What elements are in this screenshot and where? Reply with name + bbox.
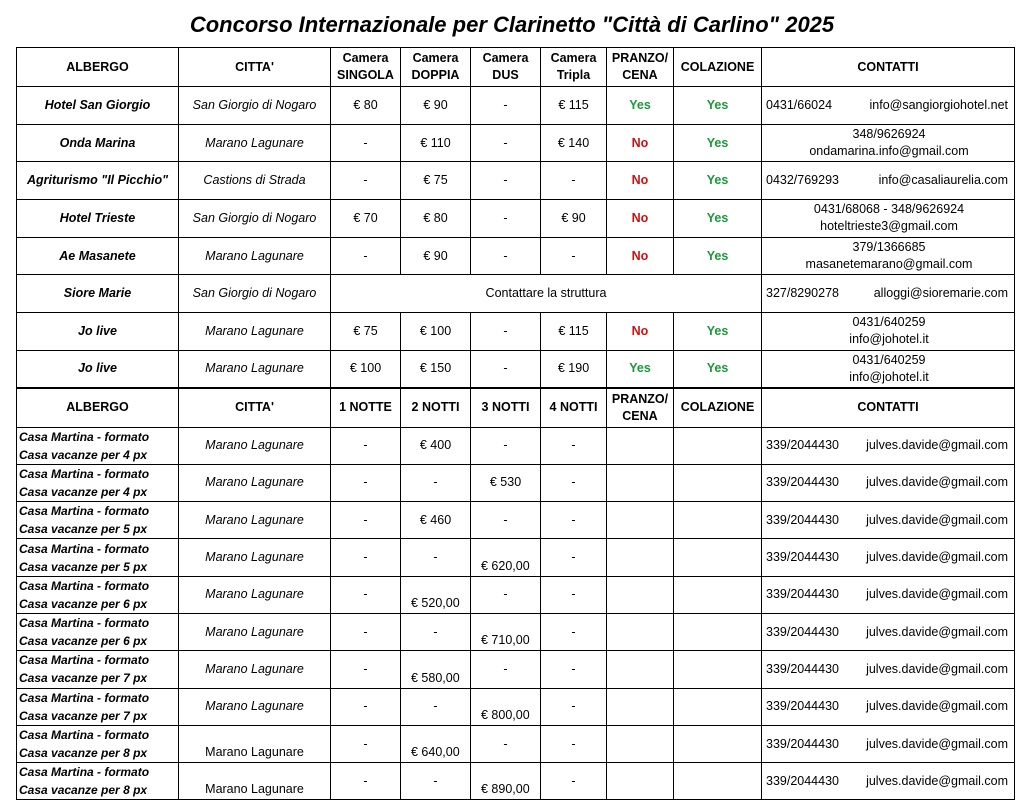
header-colazione: COLAZIONE bbox=[680, 400, 755, 415]
price-dus: - bbox=[503, 323, 508, 338]
contact-email: julves.davide@gmail.com bbox=[866, 587, 1008, 602]
contact-phone: 0431/66024 bbox=[766, 97, 833, 112]
price-n1: - bbox=[363, 699, 368, 714]
colazione-empty bbox=[674, 725, 762, 762]
price-doppia: € 75 bbox=[423, 173, 448, 188]
contact-cell bbox=[762, 162, 1015, 200]
price-singola: € 75 bbox=[353, 323, 378, 338]
price-tripla: - bbox=[571, 173, 576, 188]
contact-cell bbox=[762, 124, 1015, 162]
listing-city: Marano Lagunare bbox=[205, 624, 304, 639]
header-cell-pranzo bbox=[607, 388, 674, 427]
price-doppia: € 100 bbox=[419, 323, 452, 338]
header-cell-contatti bbox=[762, 48, 1015, 87]
note-cell bbox=[331, 275, 762, 313]
price-n2: - bbox=[433, 550, 438, 565]
listing-name-2: Casa vacanze per 8 px bbox=[19, 746, 148, 761]
contact-email: hoteltrieste3@gmail.com bbox=[820, 219, 958, 234]
price-n3: - bbox=[503, 587, 508, 602]
hotel-name: Jo live bbox=[78, 361, 117, 376]
hotel-name: Jo live bbox=[78, 323, 117, 338]
contact-cell bbox=[762, 275, 1015, 313]
price-n1: - bbox=[363, 736, 368, 751]
price-n2: - bbox=[433, 699, 438, 714]
price-n4: - bbox=[571, 773, 576, 788]
pranzo-empty bbox=[607, 427, 674, 464]
hotel-name: Siore Marie bbox=[63, 286, 132, 301]
contact-phone: 327/8290278 bbox=[766, 286, 839, 301]
header-albergo: ALBERGO bbox=[66, 59, 129, 74]
price-dus: - bbox=[503, 361, 508, 376]
colazione-empty bbox=[674, 464, 762, 501]
price-n3: € 530 bbox=[489, 475, 522, 490]
contact-phone: 0431/68068 - 348/9626924 bbox=[813, 202, 965, 217]
price-singola: € 80 bbox=[353, 97, 378, 112]
colazione-status: Yes bbox=[706, 323, 729, 338]
price-n1: - bbox=[363, 773, 368, 788]
price-n4: - bbox=[571, 699, 576, 714]
price-n3: - bbox=[503, 661, 508, 676]
header-3-notti: 3 NOTTI bbox=[481, 400, 530, 415]
price-singola: - bbox=[363, 248, 368, 263]
pranzo-empty bbox=[607, 576, 674, 613]
hotel-city: San Giorgio di Nogaro bbox=[192, 210, 317, 225]
pranzo-empty bbox=[607, 725, 674, 762]
hotel-row bbox=[17, 350, 1015, 388]
contact-cell bbox=[762, 87, 1015, 125]
listing-name-2: Casa vacanze per 7 px bbox=[19, 708, 148, 723]
price-n4: - bbox=[571, 550, 576, 565]
holiday-home-row bbox=[17, 651, 1015, 688]
colazione-empty bbox=[674, 539, 762, 576]
document-title: Concorso Internazionale per Clarinetto "Città di Carlino" 2025 bbox=[189, 12, 835, 37]
listing-city: Marano Lagunare bbox=[205, 550, 304, 565]
contact-line bbox=[766, 285, 1012, 302]
price-n4: - bbox=[571, 438, 576, 453]
price-n3: € 800,00 bbox=[481, 707, 530, 722]
contact-cell bbox=[762, 688, 1015, 725]
listing-name-1: Casa Martina - formato bbox=[19, 653, 150, 668]
colazione-status: Yes bbox=[706, 210, 729, 225]
price-doppia: € 110 bbox=[420, 135, 451, 150]
colazione-empty bbox=[674, 576, 762, 613]
price-tripla: - bbox=[571, 248, 576, 263]
header-cell-albergo bbox=[17, 48, 179, 87]
contact-cell bbox=[762, 725, 1015, 762]
header-cell-albergo bbox=[17, 388, 179, 427]
hotel-row bbox=[17, 275, 1015, 313]
listing-name-1: Casa Martina - formato bbox=[19, 616, 150, 631]
holiday-home-row bbox=[17, 763, 1015, 800]
colazione-empty bbox=[674, 651, 762, 688]
price-singola: € 100 bbox=[349, 361, 382, 376]
holiday-home-row bbox=[17, 427, 1015, 464]
header-cell-4-notti bbox=[541, 388, 607, 427]
hotel-name: Hotel San Giorgio bbox=[44, 97, 151, 112]
pranzo-empty bbox=[607, 651, 674, 688]
listing-name-1: Casa Martina - formato bbox=[19, 765, 150, 780]
pranzo-empty bbox=[607, 502, 674, 539]
header-doppia-1: Camera bbox=[412, 51, 459, 65]
pranzo-status: No bbox=[631, 210, 649, 225]
hotel-row bbox=[17, 87, 1015, 125]
price-n3: - bbox=[503, 736, 508, 751]
colazione-empty bbox=[674, 427, 762, 464]
header-pranzo-1: PRANZO/ bbox=[611, 51, 669, 65]
hotel-name: Hotel Trieste bbox=[59, 210, 136, 225]
price-n3: € 620,00 bbox=[481, 558, 530, 573]
colazione-empty bbox=[674, 613, 762, 650]
header-cell-tripla bbox=[541, 48, 607, 87]
contact-phone: 339/2044430 bbox=[766, 624, 839, 639]
contact-email: julves.davide@gmail.com bbox=[866, 438, 1008, 453]
price-singola: - bbox=[363, 173, 368, 188]
holiday-home-row bbox=[17, 464, 1015, 501]
contact-cell bbox=[762, 313, 1015, 351]
header-cell-dus bbox=[471, 48, 541, 87]
header-pranzo-1: PRANZO/ bbox=[611, 391, 669, 406]
header-pranzo-2: CENA bbox=[622, 408, 658, 423]
header-cell-pranzo bbox=[607, 48, 674, 87]
contact-cell bbox=[762, 613, 1015, 650]
header-cell-3-notti bbox=[471, 388, 541, 427]
contact-cell bbox=[762, 539, 1015, 576]
pranzo-empty bbox=[607, 464, 674, 501]
contact-line bbox=[766, 474, 1012, 491]
price-n3: - bbox=[503, 512, 508, 527]
contact-cell bbox=[762, 464, 1015, 501]
colazione-status: Yes bbox=[706, 135, 729, 150]
listing-name-2: Casa vacanze per 6 px bbox=[19, 634, 148, 649]
listing-city: Marano Lagunare bbox=[205, 438, 304, 453]
price-n1: - bbox=[363, 512, 368, 527]
price-n3: € 710,00 bbox=[481, 633, 530, 648]
listing-name-2: Casa vacanze per 6 px bbox=[19, 596, 148, 611]
price-n3: - bbox=[503, 438, 508, 453]
price-doppia: € 90 bbox=[423, 248, 448, 263]
contact-phone: 0432/769293 bbox=[766, 173, 839, 188]
price-dus: - bbox=[503, 173, 508, 188]
contact-email: info@johotel.it bbox=[849, 369, 929, 384]
listing-city: Marano Lagunare bbox=[205, 475, 304, 490]
contact-cell bbox=[762, 427, 1015, 464]
price-n4: - bbox=[571, 661, 576, 676]
contact-email: julves.davide@gmail.com bbox=[866, 773, 1008, 788]
pranzo-empty bbox=[607, 613, 674, 650]
contact-phone: 379/1366685 bbox=[852, 240, 926, 255]
header-4-notti: 4 NOTTI bbox=[549, 400, 598, 415]
price-n4: - bbox=[571, 587, 576, 602]
table1-header-row bbox=[17, 48, 1015, 87]
pranzo-status: No bbox=[631, 248, 649, 263]
header-contatti: CONTATTI bbox=[857, 400, 919, 415]
colazione-status: Yes bbox=[706, 248, 729, 263]
contact-phone: 0431/640259 bbox=[852, 352, 926, 367]
header-2-notti: 2 NOTTI bbox=[411, 400, 460, 415]
contact-email: masanetemarano@gmail.com bbox=[805, 257, 973, 272]
hotel-city: Marano Lagunare bbox=[205, 361, 304, 376]
header-cell-citta bbox=[179, 388, 331, 427]
holiday-home-row bbox=[17, 539, 1015, 576]
header-cell-contatti bbox=[762, 388, 1015, 427]
header-colazione: COLAZIONE bbox=[680, 59, 755, 74]
contact-cell bbox=[762, 763, 1015, 800]
hotel-row bbox=[17, 124, 1015, 162]
contact-line bbox=[766, 773, 1012, 790]
colazione-status: Yes bbox=[706, 361, 729, 376]
header-cell-2-notti bbox=[401, 388, 471, 427]
price-n1: - bbox=[363, 587, 368, 602]
contact-cell bbox=[762, 350, 1015, 388]
hotel-city: Castions di Strada bbox=[203, 173, 306, 188]
contact-line bbox=[766, 97, 1012, 114]
contact-phone: 339/2044430 bbox=[766, 587, 839, 602]
pranzo-empty bbox=[607, 539, 674, 576]
header-citta: CITTA' bbox=[235, 59, 274, 74]
header-cell-colazione bbox=[674, 388, 762, 427]
listing-city: Marano Lagunare bbox=[205, 512, 304, 527]
contact-phone: 339/2044430 bbox=[766, 699, 839, 714]
price-n4: - bbox=[571, 736, 576, 751]
contact-line bbox=[766, 172, 1012, 189]
contact-note: Contattare la struttura bbox=[485, 286, 607, 301]
holiday-home-row bbox=[17, 725, 1015, 762]
hotel-row bbox=[17, 313, 1015, 351]
price-tripla: € 90 bbox=[561, 210, 586, 225]
hotel-row bbox=[17, 237, 1015, 275]
pranzo-status: No bbox=[631, 323, 649, 338]
pranzo-empty bbox=[607, 763, 674, 800]
contact-phone: 339/2044430 bbox=[766, 475, 839, 490]
header-cell-1-notte bbox=[331, 388, 401, 427]
contact-cell bbox=[762, 200, 1015, 238]
contact-email: info@johotel.it bbox=[849, 332, 929, 347]
price-dus: - bbox=[503, 210, 508, 225]
listing-name-2: Casa vacanze per 4 px bbox=[19, 484, 148, 499]
contact-line bbox=[766, 661, 1012, 678]
price-n4: - bbox=[571, 475, 576, 490]
holiday-home-row bbox=[17, 613, 1015, 650]
header-dus-2: DUS bbox=[492, 68, 519, 82]
colazione-status: Yes bbox=[706, 173, 729, 188]
price-n2: € 460 bbox=[419, 512, 452, 527]
hotel-city: Marano Lagunare bbox=[205, 323, 304, 338]
price-n2: - bbox=[433, 773, 438, 788]
header-citta: CITTA' bbox=[235, 400, 274, 415]
contact-line bbox=[766, 736, 1012, 753]
colazione-status: Yes bbox=[706, 97, 729, 112]
contact-line bbox=[766, 586, 1012, 603]
contact-line bbox=[766, 549, 1012, 566]
hotel-name: Onda Marina bbox=[59, 135, 136, 150]
contact-email: julves.davide@gmail.com bbox=[866, 624, 1008, 639]
contact-phone: 339/2044430 bbox=[766, 438, 839, 453]
colazione-empty bbox=[674, 688, 762, 725]
contact-email: info@casaliaurelia.com bbox=[878, 173, 1008, 188]
hotel-row bbox=[17, 162, 1015, 200]
listing-city: Marano Lagunare bbox=[205, 587, 304, 602]
listing-name-1: Casa Martina - formato bbox=[19, 690, 150, 705]
header-cell-singola bbox=[331, 48, 401, 87]
listing-name-1: Casa Martina - formato bbox=[19, 504, 150, 519]
header-cell-citta bbox=[179, 48, 331, 87]
contact-email: alloggi@sioremarie.com bbox=[873, 286, 1008, 301]
price-n2: - bbox=[433, 624, 438, 639]
price-n1: - bbox=[363, 550, 368, 565]
listing-name-1: Casa Martina - formato bbox=[19, 578, 150, 593]
price-n4: - bbox=[571, 512, 576, 527]
listing-name-2: Casa vacanze per 5 px bbox=[19, 559, 148, 574]
pranzo-status: Yes bbox=[629, 97, 651, 112]
listing-name-2: Casa vacanze per 5 px bbox=[19, 522, 148, 537]
hotel-city: San Giorgio di Nogaro bbox=[192, 97, 317, 112]
price-n1: - bbox=[363, 661, 368, 676]
listing-name-2: Casa vacanze per 4 px bbox=[19, 447, 148, 462]
contact-email: julves.davide@gmail.com bbox=[866, 475, 1008, 490]
price-n2: € 400 bbox=[419, 438, 452, 453]
contact-email: julves.davide@gmail.com bbox=[866, 550, 1008, 565]
hotel-row bbox=[17, 200, 1015, 238]
header-dus-1: Camera bbox=[482, 51, 529, 65]
contact-line bbox=[766, 698, 1012, 715]
hotel-name: Ae Masanete bbox=[59, 248, 136, 263]
contact-email: info@sangiorgiohotel.net bbox=[869, 97, 1008, 112]
pranzo-status: No bbox=[631, 135, 649, 150]
price-n2: € 520,00 bbox=[411, 595, 460, 610]
header-singola-2: SINGOLA bbox=[337, 68, 394, 82]
contact-email: ondamarina.info@gmail.com bbox=[809, 144, 969, 159]
pranzo-status: Yes bbox=[629, 361, 651, 376]
contact-cell bbox=[762, 651, 1015, 688]
contact-email: julves.davide@gmail.com bbox=[866, 661, 1008, 676]
header-doppia-2: DOPPIA bbox=[411, 68, 460, 82]
listing-city: Marano Lagunare bbox=[205, 745, 304, 760]
listing-name-1: Casa Martina - formato bbox=[19, 466, 150, 481]
price-n2: € 580,00 bbox=[411, 670, 460, 685]
listing-name-1: Casa Martina - formato bbox=[19, 429, 150, 444]
price-n3: € 890,00 bbox=[481, 782, 530, 797]
table2-header-row bbox=[17, 388, 1015, 427]
price-singola: € 70 bbox=[353, 210, 378, 225]
header-albergo: ALBERGO bbox=[66, 400, 129, 415]
listing-name-2: Casa vacanze per 8 px bbox=[19, 783, 148, 798]
contact-phone: 339/2044430 bbox=[766, 550, 839, 565]
listing-name-2: Casa vacanze per 7 px bbox=[19, 671, 148, 686]
price-dus: - bbox=[503, 135, 508, 150]
contact-phone: 0431/640259 bbox=[852, 315, 926, 330]
header-1-notte: 1 NOTTE bbox=[339, 400, 392, 415]
colazione-empty bbox=[674, 763, 762, 800]
holiday-home-row bbox=[17, 688, 1015, 725]
price-tripla: € 115 bbox=[558, 323, 589, 338]
contact-phone: 339/2044430 bbox=[766, 512, 839, 527]
contact-email: julves.davide@gmail.com bbox=[866, 512, 1008, 527]
contact-line bbox=[766, 437, 1012, 454]
pranzo-status: No bbox=[631, 173, 649, 188]
listing-name-1: Casa Martina - formato bbox=[19, 541, 150, 556]
price-dus: - bbox=[503, 97, 508, 112]
header-contatti: CONTATTI bbox=[857, 59, 919, 74]
holiday-home-row bbox=[17, 576, 1015, 613]
price-n2: - bbox=[433, 475, 438, 490]
contact-cell bbox=[762, 576, 1015, 613]
contact-phone: 339/2044430 bbox=[766, 773, 839, 788]
header-tripla-1: Camera bbox=[550, 51, 597, 65]
contact-phone: 348/9626924 bbox=[852, 127, 926, 142]
contact-cell bbox=[762, 237, 1015, 275]
price-tripla: € 140 bbox=[557, 135, 590, 150]
contact-email: julves.davide@gmail.com bbox=[866, 699, 1008, 714]
contact-line bbox=[766, 624, 1012, 641]
price-doppia: € 90 bbox=[423, 97, 448, 112]
listing-name-1: Casa Martina - formato bbox=[19, 728, 150, 743]
hotel-city: Marano Lagunare bbox=[205, 135, 304, 150]
holiday-home-row bbox=[17, 502, 1015, 539]
colazione-empty bbox=[674, 502, 762, 539]
contact-line bbox=[766, 512, 1012, 529]
listing-city: Marano Lagunare bbox=[205, 782, 304, 797]
price-n2: € 640,00 bbox=[411, 745, 460, 760]
contact-phone: 339/2044430 bbox=[766, 736, 839, 751]
listing-city: Marano Lagunare bbox=[205, 699, 304, 714]
price-n1: - bbox=[363, 624, 368, 639]
header-singola-1: Camera bbox=[342, 51, 389, 65]
pranzo-empty bbox=[607, 688, 674, 725]
header-cell-doppia bbox=[401, 48, 471, 87]
price-singola: - bbox=[363, 135, 368, 150]
price-doppia: € 150 bbox=[419, 361, 452, 376]
price-n1: - bbox=[363, 438, 368, 453]
header-pranzo-2: CENA bbox=[622, 68, 658, 82]
price-tripla: € 115 bbox=[558, 97, 589, 112]
price-tripla: € 190 bbox=[557, 361, 590, 376]
listing-city: Marano Lagunare bbox=[205, 661, 304, 676]
price-doppia: € 80 bbox=[423, 210, 448, 225]
contact-cell bbox=[762, 502, 1015, 539]
header-tripla-2: Tripla bbox=[556, 68, 591, 82]
contact-phone: 339/2044430 bbox=[766, 661, 839, 676]
hotel-city: San Giorgio di Nogaro bbox=[192, 286, 317, 301]
price-n4: - bbox=[571, 624, 576, 639]
accommodation-table bbox=[16, 47, 1015, 800]
header-cell-colazione bbox=[674, 48, 762, 87]
hotel-name: Agriturismo "Il Picchio" bbox=[26, 173, 169, 188]
contact-email: julves.davide@gmail.com bbox=[866, 736, 1008, 751]
hotel-city: Marano Lagunare bbox=[205, 248, 304, 263]
price-dus: - bbox=[503, 248, 508, 263]
price-n1: - bbox=[363, 475, 368, 490]
